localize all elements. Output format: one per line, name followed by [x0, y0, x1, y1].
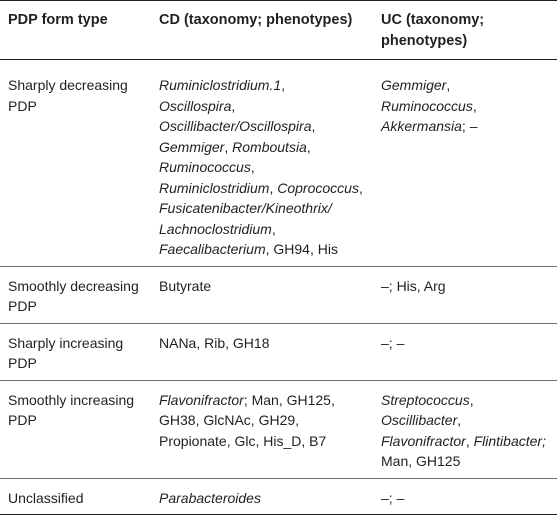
cell-form-type: Smoothly decreasing PDP: [8, 277, 139, 314]
taxon-name: Ruminococcus: [159, 159, 251, 175]
cell-text: ,: [465, 432, 474, 449]
taxon-name: Akkermansia: [381, 118, 462, 134]
cell-cd: [151, 478, 373, 515]
taxon-name: Gemmiger: [381, 77, 447, 93]
taxon-name: Oscillibacter: [381, 412, 458, 428]
table-header-row: [0, 1, 557, 60]
cell-text: ,: [358, 179, 363, 196]
taxon-name: Ruminiclostridium.1: [159, 77, 282, 93]
header-uc: UC (taxonomy; phenotypes): [381, 12, 485, 49]
table-row: [0, 60, 557, 267]
cell-form-type: Unclassified: [8, 489, 84, 506]
taxon-name: Romboutsia: [232, 138, 307, 155]
cell-text: ; –: [461, 118, 478, 134]
taxon-name: Flavonifractor: [159, 391, 244, 408]
taxon-name: Flintibacter;: [473, 432, 546, 449]
cell-cd: [151, 323, 373, 380]
cell-text: Man, GH125: [381, 453, 461, 469]
taxon-name: Ruminiclostridium: [159, 179, 270, 196]
table-body: [0, 60, 557, 515]
header-cd: CD (taxonomy; phenotypes): [159, 12, 353, 28]
table-row: [0, 380, 557, 478]
cell-text: ,: [457, 412, 462, 428]
cell-text: –; –: [381, 489, 405, 506]
cell-text: ,: [446, 77, 451, 93]
cell-uc: [373, 478, 557, 515]
cell-text: ,: [271, 220, 276, 237]
cell-text: , GH94, His: [265, 241, 338, 257]
taxon-name: Streptococcus: [381, 391, 470, 408]
header-pdp-form-type: PDP form type: [8, 12, 108, 28]
taxon-name: Coprococcus: [277, 179, 359, 196]
cell-text: ,: [472, 97, 477, 114]
cell-text: ,: [250, 159, 255, 175]
cell-form-type: Sharply increasing PDP: [8, 334, 124, 371]
cell-cd: [151, 60, 373, 267]
cell-text: Butyrate: [159, 277, 212, 294]
cell-uc: [373, 323, 557, 380]
taxon-name: Oscillospira: [159, 97, 232, 114]
cell-form-type: Sharply decreasing PDP: [8, 77, 128, 114]
cell-text: ,: [469, 391, 474, 408]
cell-form-type: Smoothly increasing PDP: [8, 391, 135, 428]
cell-cd: [151, 266, 373, 323]
taxon-name: Parabacteroides: [159, 489, 261, 506]
taxon-name: Ruminococcus: [381, 97, 473, 114]
table-row: [0, 478, 557, 515]
cell-text: NANa, Rib, GH18: [159, 334, 270, 351]
cell-uc: [373, 380, 557, 478]
cell-text: –; –: [381, 334, 405, 351]
cell-uc: [373, 266, 557, 323]
cell-text: ,: [311, 118, 316, 134]
cell-text: ,: [281, 77, 286, 93]
cell-cd: [151, 380, 373, 478]
taxon-name: Faecalibacterium: [159, 241, 266, 257]
taxon-name: Oscillibacter/Oscillospira: [159, 118, 312, 134]
cell-text: ,: [224, 138, 233, 155]
cell-text: –; His, Arg: [381, 277, 446, 294]
table-row: [0, 266, 557, 323]
table-row: [0, 323, 557, 380]
cell-text: ; Man, GH125, GH38, GlcNAc, GH29, Propionate, Glc, His_D, B7: [159, 391, 335, 449]
taxon-name: Flavonifractor: [381, 432, 466, 449]
taxon-name: Fusicatenibacter/Kineothrix/ Lachnoclostridium: [159, 200, 332, 237]
cell-text: ,: [231, 97, 236, 114]
cell-text: ,: [306, 138, 311, 155]
cell-text: ,: [269, 179, 278, 196]
cell-uc: [373, 60, 557, 267]
taxon-name: Gemmiger: [159, 138, 225, 155]
